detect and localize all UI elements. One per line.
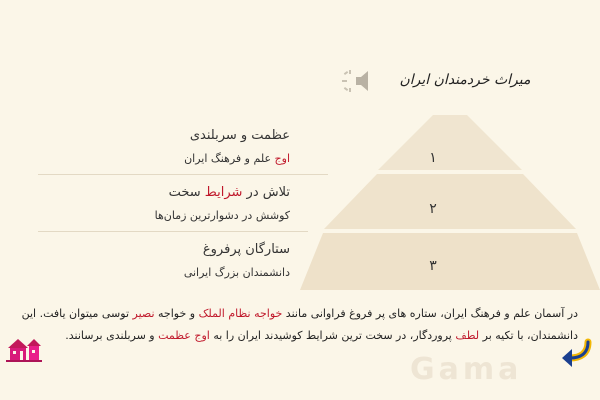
row-divider [38, 231, 308, 232]
subtitle-text: علم و فرهنگ ایران [184, 152, 275, 165]
title-text: سخت [168, 185, 205, 200]
paragraph-text: در آسمان علم و فرهنگ ایران، ستاره های پر فروغ فراوانی مانند [282, 307, 578, 320]
highlight-text: نصیر [132, 307, 155, 320]
description-paragraph [18, 303, 578, 347]
title-text: تلاش در [242, 185, 290, 200]
highlight-text: شرایط [204, 185, 243, 200]
highlight-text: اوج عظمت [158, 329, 210, 342]
watermark-logo: Gama [410, 352, 523, 387]
speaker-icon[interactable] [342, 68, 370, 94]
row-3-subtitle: دانشمندان بزرگ ایرانی [183, 266, 290, 279]
pyramid-diagram [300, 115, 600, 290]
tier-number-2: ۲ [429, 201, 437, 217]
paragraph-text: پروردگار، در سخت ترین شرایط کوشیدند ایران را به [209, 329, 456, 342]
row-1-text [20, 127, 290, 167]
row-3-text [20, 241, 290, 281]
page-title: میراث خردمندان ایران [399, 72, 531, 88]
pyramid-tier-2 [324, 174, 576, 229]
row-divider [38, 174, 328, 175]
paragraph-text: و سربلندی برسانند. [65, 329, 159, 342]
highlight-text: لطف [455, 329, 480, 342]
paragraph-text: و خواجه [154, 307, 199, 320]
tier-number-1: ۱ [429, 150, 437, 166]
back-arrow-icon[interactable] [560, 338, 594, 368]
row-2-title [20, 184, 290, 202]
pyramid-tier-3 [300, 233, 600, 290]
highlight-text: خواجه نظام الملک [198, 307, 283, 320]
paragraph-text: توسی میتوان یافت. این دانشمندان، با تکیه بر [21, 307, 578, 342]
row-1-subtitle [20, 151, 290, 167]
home-icon[interactable] [6, 335, 42, 363]
row-2-subtitle: کوشش در دشوارترین زمان‌ها [154, 209, 290, 222]
pyramid-tier-1 [378, 115, 522, 170]
row-1-title: عظمت و سربلندی [189, 128, 290, 143]
row-3-title: ستارگان پرفروغ [202, 242, 290, 257]
tier-number-3: ۳ [429, 258, 437, 274]
highlight-text: اوج [274, 152, 290, 165]
row-2-text [20, 184, 290, 224]
